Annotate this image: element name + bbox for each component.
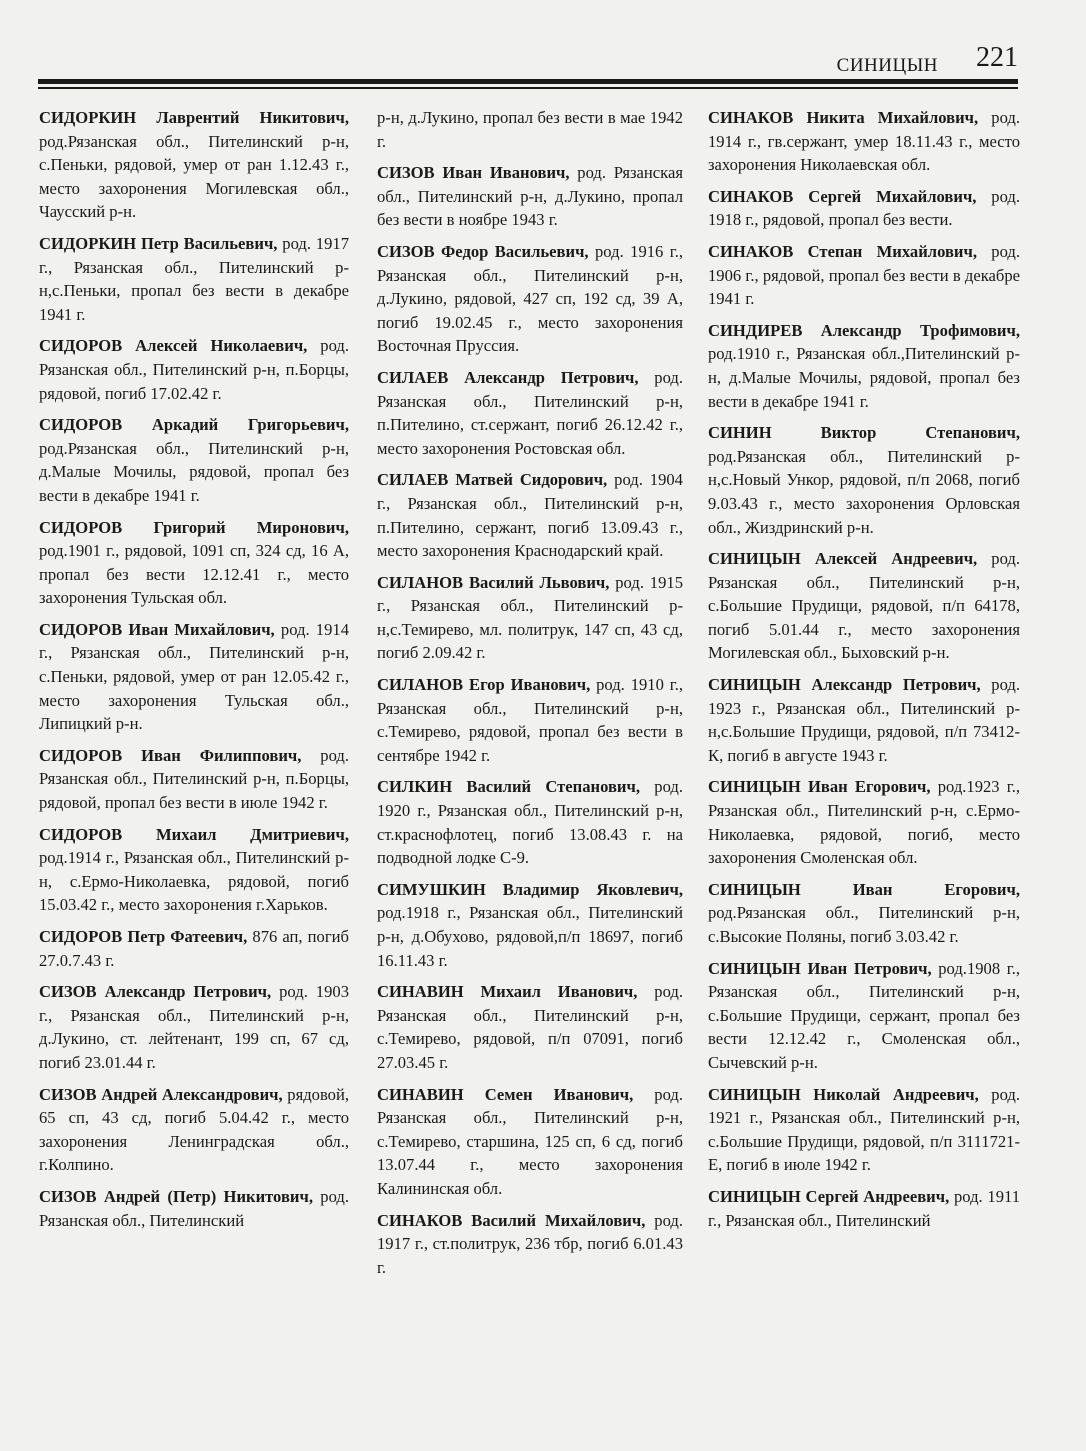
entry-name: СИНАКОВ Сергей Михайлович, (708, 186, 977, 206)
entry-details: род. 1910 г., Рязанская обл., Пителинский р-н, с.Темирево, рядовой, пропал без вести в сентябре 1942 г. (377, 675, 683, 765)
entry-name: СИНАКОВ Степан Михайлович, (708, 241, 978, 261)
entry-name: СИЛАНОВ Василий Львович, (377, 572, 610, 592)
entry-name: СИМУШКИН Владимир Яковлевич, (377, 879, 683, 899)
entry-name: СИДОРОВ Михаил Дмитриевич, (39, 824, 349, 844)
running-head: СИНИЦЫН (836, 55, 938, 76)
entry (377, 106, 683, 153)
entry (377, 1209, 683, 1280)
entry-name: СИНДИРЕВ Александр Трофимович, (708, 320, 1020, 340)
entry (39, 925, 349, 972)
entry-details: род. Рязанская обл., Пителинский р-н, п.Борцы, рядовой, пропал без вести в июле 1942 г. (39, 745, 350, 813)
entry-name: СИНИЦЫН Иван Петрович, (708, 958, 932, 978)
entry (708, 106, 1020, 177)
entry-details: род. Рязанская обл., Пителинский р-н, с.Большие Прудищи, рядовой, п/п 64178, погиб 5.01.44 г., место захоронения Могилевская обл., Быховский р-н. (708, 549, 1020, 663)
header-rule-thin (38, 87, 1018, 89)
entry-details: 876 ап, погиб 27.0.7.43 г. (39, 927, 349, 970)
entry-details: род. 1917 г., Рязанская обл., Пителинский р-н,с.Пеньки, пропал без вести в декабре 1941 г. (39, 233, 349, 324)
entry (39, 1083, 349, 1177)
entry-details: род. 1923 г., Рязанская обл., Пителинский р-н,с.Большие Прудищи, рядовой, п/п 73412-К, погиб в августе 1943 г. (708, 675, 1020, 765)
page-header (0, 0, 1086, 95)
entry-details: род.Рязанская обл., Пителинский р-н, с.Пеньки, рядовой, умер от ран 1.12.43 г., место захоронения Могилевская обл., Чаусский р-н. (39, 131, 349, 222)
entry-details: род. 1916 г., Рязанская обл., Пителинский р-н, д.Лукино, рядовой, 427 сп, 192 сд, 39 А, погиб 19.02.45 г., место захоронения Восточная Пруссия. (377, 241, 683, 356)
entry-name: СИНИН Виктор Степанович, (708, 423, 1020, 443)
entry (708, 775, 1020, 869)
entry-name: СИЗОВ Андрей (Петр) Никитович, (39, 1186, 313, 1206)
entry (708, 547, 1020, 665)
entry-name: СИДОРКИН Петр Васильевич, (39, 233, 278, 253)
entry-name: СИНИЦЫН Николай Андреевич, (708, 1084, 979, 1104)
entry-details: род. Рязанская обл., Пителинский р-н, п.Пителино, ст.сержант, погиб 26.12.42 г., место захоронения Ростовская обл. (377, 367, 684, 458)
entry-details: род.Рязанская обл., Пителинский р-н, с.Высокие Поляны, погиб 3.03.42 г. (708, 903, 1020, 946)
header-rule-thick (38, 79, 1018, 84)
entry-name: СИНИЦЫН Сергей Андреевич, (708, 1186, 950, 1206)
entry (377, 571, 683, 665)
entry-details: род. 1920 г., Рязанская обл., Пителинский р-н, ст.краснофлотец, погиб 13.08.43 г. на подводной лодке С-9. (377, 777, 684, 868)
entry-details: рядовой, 65 сп, 43 сд, погиб 5.04.42 г., место захоронения Ленинградская обл., г.Колпино. (39, 1084, 349, 1175)
entry-name: СИНИЦЫН Иван Егорович, (708, 777, 931, 797)
entry (708, 1185, 1020, 1232)
entry-name: СИДОРОВ Иван Михайлович, (39, 619, 275, 639)
entry (377, 775, 683, 869)
entry-details: род.1908 г., Рязанская обл., Пителинский р-н, с.Большие Прудищи, сержант, пропал без вести 12.12.42 г., Смоленская обл., Сычевский р-н. (708, 958, 1020, 1072)
entry (39, 618, 349, 736)
entry-name: СИДОРКИН Лаврентий Никитович, (39, 108, 349, 127)
entry-details: род. 1921 г., Рязанская обл., Пителинский р-н, с.Большие Прудищи, рядовой, п/п 3111721-Е, погиб в июле 1942 г. (708, 1084, 1021, 1175)
entry-details: род. Рязанская обл., Пителинский р-н, д.Лукино, пропал без вести в ноябре 1943 г. (377, 163, 683, 230)
entry (377, 878, 683, 972)
entry-details: род. 1904 г., Рязанская обл., Пителинский р-н, п.Пителино, сержант, погиб 13.09.43 г., место захоронения Краснодарский край. (377, 470, 683, 561)
entry-name: СИНАВИН Михаил Иванович, (377, 982, 638, 1002)
entry-details: р-н, д.Лукино, пропал без вести в мае 1942 г. (377, 108, 683, 151)
entry (708, 673, 1020, 767)
entry-details: род. Рязанская обл., Пителинский р-н, п.Борцы, рядовой, погиб 17.02.42 г. (39, 336, 349, 403)
entry-name: СИЗОВ Федор Васильевич, (377, 241, 589, 261)
text-column-1 (39, 106, 349, 1240)
entry (39, 744, 349, 815)
entry-name: СИНИЦЫН Александр Петрович, (708, 675, 981, 695)
entry (708, 878, 1020, 949)
entry-name: СИЗОВ Андрей Александрович, (39, 1084, 283, 1104)
entry-details: род. 1918 г., рядовой, пропал без вести. (708, 186, 1020, 230)
entry (39, 334, 349, 405)
entry (708, 319, 1020, 413)
entry (39, 413, 349, 507)
entry-name: СИДОРОВ Аркадий Григорьевич, (39, 415, 349, 435)
entry-details: род.1901 г., рядовой, 1091 сп, 324 сд, 16 А, пропал без вести 12.12.41 г., место захоронения Тульская обл. (39, 541, 349, 608)
entry-name: СИДОРОВ Петр Фатеевич, (39, 927, 248, 946)
entry-details: род. 1914 г., гв.сержант, умер 18.11.43 г., место захоронения Николаевская обл. (708, 108, 1021, 175)
entry (39, 516, 349, 610)
entry (39, 106, 349, 224)
entry (377, 1083, 683, 1201)
entry-name: СИЛАЕВ Матвей Сидорович, (377, 470, 608, 490)
text-column-2 (377, 106, 683, 1287)
entry (377, 240, 683, 358)
entry (377, 673, 683, 767)
entry-name: СИЛКИН Василий Степанович, (377, 777, 641, 797)
entry-name: СИНАКОВ Василий Михайлович, (377, 1210, 646, 1230)
entry-name: СИЛАЕВ Александр Петрович, (377, 367, 639, 387)
entry-details: род. Рязанская обл., Пителинский р-н, с.Темирево, старшина, 125 сп, 6 сд, погиб 13.07.44 г., место захоронения Калининская обл. (377, 1084, 683, 1198)
entry-details: род.1923 г., Рязанская обл., Пителинский р-н, с.Ермо-Николаевка, рядовой, погиб, место захоронения Смоленская обл. (708, 777, 1021, 868)
entry-details: род. 1903 г., Рязанская обл., Пителинский р-н, д.Лукино, ст. лейтенант, 199 сп, 67 сд, погиб 23.01.44 г. (39, 982, 349, 1072)
entry-name: СИНАВИН Семен Иванович, (377, 1084, 634, 1104)
entry-name: СИЛАНОВ Егор Иванович, (377, 675, 591, 695)
entry-details: род. Рязанская обл., Пителинский (39, 1186, 349, 1230)
entry-details: род.1914 г., Рязанская обл., Пителинский р-н, с.Ермо-Николаевка, рядовой, погиб 15.03.42 г., место захоронения г.Харьков. (39, 848, 349, 915)
entry-name: СИЗОВ Александр Петрович, (39, 982, 272, 1002)
entry-details: род. Рязанская обл., Пителинский р-н, с.Темирево, рядовой, п/п 07091, погиб 27.03.45 г. (377, 982, 683, 1072)
entry-name: СИДОРОВ Иван Филиппович, (39, 745, 302, 765)
entry (39, 1185, 349, 1232)
entry-name: СИДОРОВ Григорий Миронович, (39, 517, 349, 537)
entry (39, 823, 349, 917)
entry-details: род. 1906 г., рядовой, пропал без вести в декабре 1941 г. (708, 241, 1020, 309)
entry-details: род. 1917 г., ст.политрук, 236 тбр, погиб 6.01.43 г. (377, 1210, 684, 1277)
page-number: 221 (976, 42, 1018, 73)
entry (39, 232, 349, 326)
entry-details: род. 1915 г., Рязанская обл., Пителинский р-н,с.Темирево, мл. политрук, 147 сп, 43 сд, погиб 2.09.42 г. (377, 572, 683, 663)
entry-name: СИНИЦЫН Иван Егорович, (708, 879, 1020, 899)
entry (708, 185, 1020, 232)
entry (377, 366, 683, 460)
text-column-3 (708, 106, 1020, 1240)
entry-details: род. 1911 г., Рязанская обл., Пителинский (708, 1186, 1021, 1230)
entry-details: род.Рязанская обл., Пителинский р-н,с.Новый Ункор, рядовой, п/п 2068, погиб 9.03.43 г., место захоронения Орловская обл., Жиздринский р-н. (708, 446, 1020, 537)
entry (708, 421, 1020, 539)
entry-details: род.Рязанская обл., Пителинский р-н, д.Малые Мочилы, рядовой, пропал без вести в декабре 1941 г. (39, 438, 349, 505)
entry (377, 468, 683, 562)
entry (377, 980, 683, 1074)
entry (708, 240, 1020, 311)
entry (708, 1083, 1020, 1177)
entry-name: СИНИЦЫН Алексей Андреевич, (708, 549, 978, 569)
entry (39, 980, 349, 1074)
entry-name: СИЗОВ Иван Иванович, (377, 163, 570, 183)
entry-details: род.1918 г., Рязанская обл., Пителинский р-н, д.Обухово, рядовой,п/п 18697, погиб 16.11.43 г. (377, 903, 683, 970)
entry-name: СИНАКОВ Никита Михайлович, (708, 108, 979, 127)
entry-details: род. 1914 г., Рязанская обл., Пителинский р-н, с.Пеньки, рядовой, умер от ран 12.05.42 г., место захоронения Тульская обл., Липицкий р-н. (39, 619, 349, 734)
entry (708, 957, 1020, 1075)
entry-details: род.1910 г., Рязанская обл.,Пителинский р-н, д.Малые Мочилы, рядовой, пропал без вести в декабре 1941 г. (708, 344, 1020, 411)
entry (377, 161, 683, 232)
entry-name: СИДОРОВ Алексей Николаевич, (39, 336, 308, 356)
